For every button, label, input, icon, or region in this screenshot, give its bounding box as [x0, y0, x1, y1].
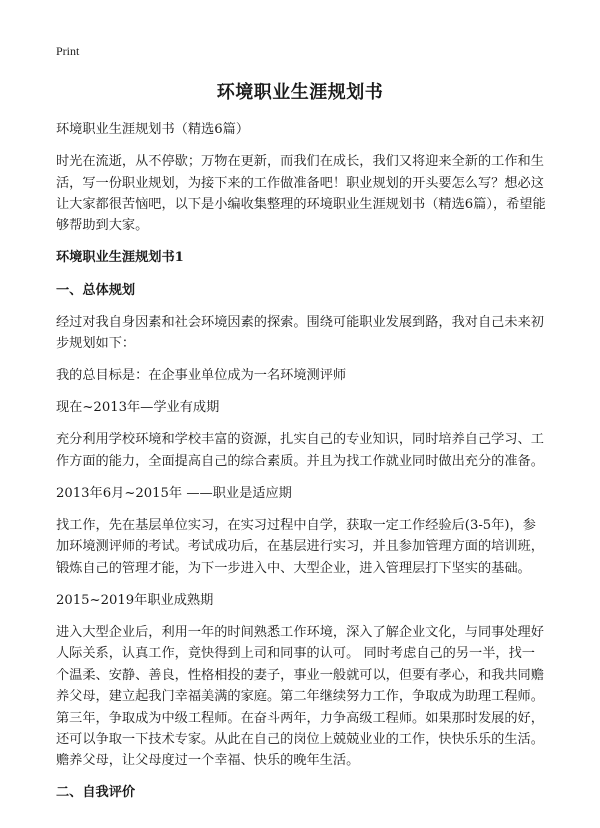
paragraph: 找工作，先在基层单位实习，在实习过程中自学，获取一定工作经验后(3-5年)，参加环境测评师的考试。考试成功后，在基层进行实习，并且参加管理方面的培训班，锻炼自己的管理才能，为下一步进入中、大型企业，进入管理层打下坚实的基础。	[56, 517, 544, 576]
print-link[interactable]: Print	[56, 44, 80, 58]
paragraph: 我的总目标是：在企事业单位成为一名环境测评师	[56, 368, 347, 384]
article-body	[56, 119, 546, 815]
section-title: 环境职业生涯规划书1	[56, 250, 184, 266]
heading-self-evaluation: 二、自我评价	[56, 785, 136, 801]
heading-overall-plan: 一、总体规划	[56, 282, 136, 298]
paragraph: 进入大型企业后，利用一年的时间熟悉工作环境，深入了解企业文化，与同事处理好人际关系，认真工作，竟快得到上司和同事的认可。 同时考虑自己的另一半，找一个温柔、安静、善良，性格相投的妻子，事业一般就可以，但要有孝心，和我共同赡养父母，建立起我门幸福美满的家庭。第二年继续努力工作，争取成为助理工程师。第三年，争取成为中级工程师。在奋斗两年，力争高级工程师。如果那时发展的好，还可以争取一下技术专家。从此在自己的岗位上兢兢业业的工作，快快乐乐的生活。赡养父母，让父母度过一个幸福、快乐的晚年生活。	[56, 624, 544, 769]
paragraph: 经过对我自身因素和社会环境因素的探索。围绕可能职业发展到路，我对自己未来初步规划如下：	[56, 314, 544, 351]
paragraph: 现在~2013年—学业有成期	[56, 400, 220, 416]
paragraph: 2015~2019年职业成熟期	[56, 592, 214, 608]
page-title: 环境职业生涯规划书	[216, 82, 384, 103]
intro-paragraph: 时光在流逝，从不停歇；万物在更新，而我们在成长，我们又将迎来全新的工作和生活，写一份职业规划，为接下来的工作做准备吧！职业规划的开头要怎么写？想必这让大家都很苦恼吧，以下是小编收集整理的环境职业生涯规划书（精选6篇），希望能够帮助到大家。	[56, 154, 546, 234]
article-subtitle: 环境职业生涯规划书（精选6篇）	[56, 122, 250, 137]
paragraph: 充分利用学校环境和学校丰富的资源，扎实自己的专业知识，同时培养自己学习、工作方面的能力，全面提高自己的综合素质。并且为找工作就业同时做出充分的准备。	[56, 432, 544, 469]
paragraph: 2013年6月~2015年 ——职业是适应期	[56, 485, 292, 501]
